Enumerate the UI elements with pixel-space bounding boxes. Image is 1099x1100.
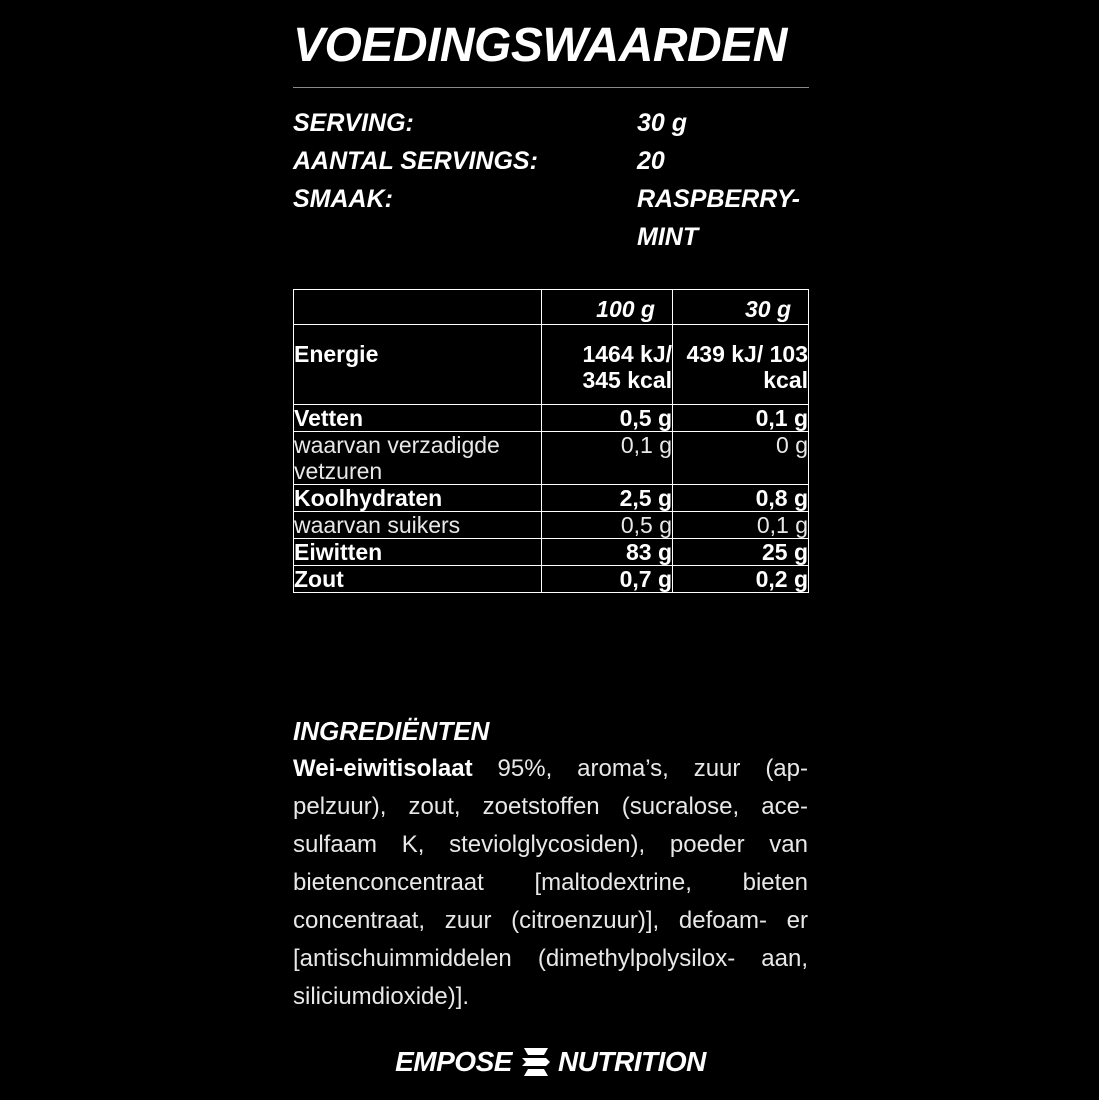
meta-label: SERVING: <box>293 109 414 137</box>
brand-logo <box>293 1040 808 1084</box>
logo-text-right: NUTRITION <box>557 1046 706 1077</box>
nutrient-label: Eiwitten <box>294 539 542 566</box>
table-row <box>294 432 809 485</box>
table-header: 30 g <box>673 290 809 325</box>
meta-servings-count <box>293 142 808 180</box>
table-row <box>294 566 809 593</box>
value-100g: 2,5 g <box>542 485 673 512</box>
value-30g: 0,1 g <box>673 405 809 432</box>
page-title: VOEDINGSWAARDEN <box>293 19 787 72</box>
ingredients-body: 95%, aroma’s, zuur (ap- pelzuur), zout, zoetstoffen (sucralose, ace- sulfaam K, steviolglycosiden), poeder van bietenconcentraat [maltodextrine, bieten concentraat, zuur (citroenzuur)], defoam- er [antischuimmiddelen (dimethylpolysilox- aan, siliciumdioxide)]. <box>293 755 808 1010</box>
nutrient-label: Vetten <box>294 405 542 432</box>
table-row <box>294 512 809 539</box>
value-100g: 0,5 g <box>542 405 673 432</box>
value-100g: 0,5 g <box>542 512 673 539</box>
logo-text-left: EMPOSE <box>395 1046 512 1077</box>
table-row <box>294 405 809 432</box>
value-100g: 83 g <box>542 539 673 566</box>
nutrient-label: Zout <box>294 566 542 593</box>
title-divider <box>293 87 809 88</box>
table-row <box>294 539 809 566</box>
nutrient-label: Energie <box>294 325 542 405</box>
nutrient-label: waarvan verzadigde vetzuren <box>294 432 542 485</box>
empose-logo-icon <box>520 1046 550 1078</box>
meta-label: AANTAL SERVINGS: <box>293 147 538 175</box>
table-header <box>294 290 542 325</box>
table-header-row <box>294 290 809 325</box>
ingredients-title: INGREDIËNTEN <box>293 716 490 746</box>
product-meta <box>293 104 808 256</box>
value-30g: 0,1 g <box>673 512 809 539</box>
table-header: 100 g <box>542 290 673 325</box>
ingredients-highlight: Wei-eiwitisolaat <box>293 755 473 782</box>
value-30g: 0,2 g <box>673 566 809 593</box>
table-row <box>294 325 809 405</box>
value-100g: 0,1 g <box>542 432 673 485</box>
nutrition-table <box>293 289 809 593</box>
meta-serving <box>293 104 808 142</box>
meta-value: 20 <box>637 147 665 175</box>
meta-flavor <box>293 180 808 256</box>
value-30g: 0,8 g <box>673 485 809 512</box>
value-100g: 1464 kJ/ 345 kcal <box>542 325 673 405</box>
meta-value: RASPBERRY-MINT <box>637 185 800 251</box>
meta-label: SMAAK: <box>293 185 393 213</box>
value-100g: 0,7 g <box>542 566 673 593</box>
meta-value: 30 g <box>637 109 688 137</box>
value-30g: 0 g <box>673 432 809 485</box>
nutrient-label: waarvan suikers <box>294 512 542 539</box>
ingredients-text <box>293 750 808 1016</box>
value-30g: 25 g <box>673 539 809 566</box>
table-row <box>294 485 809 512</box>
nutrient-label: Koolhydraten <box>294 485 542 512</box>
value-30g: 439 kJ/ 103 kcal <box>673 325 809 405</box>
